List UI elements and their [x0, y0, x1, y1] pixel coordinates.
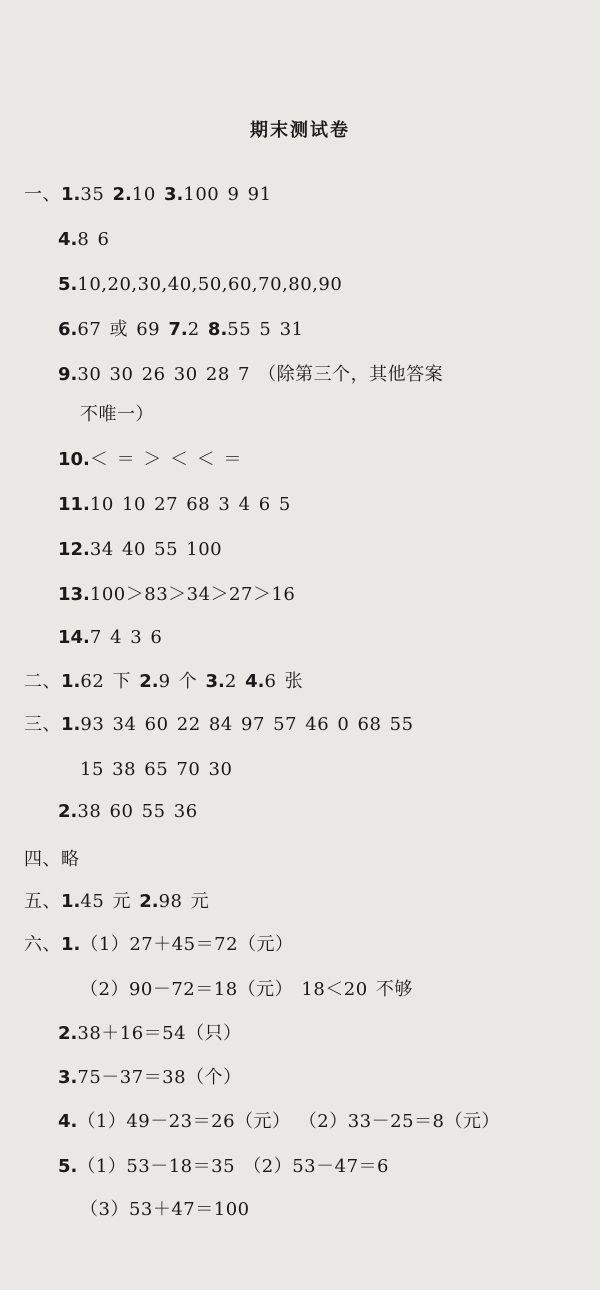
answer-line — [58, 228, 110, 252]
answer-line — [24, 933, 294, 957]
answer-text: 9 个 — [158, 671, 206, 692]
answer-line — [58, 800, 198, 824]
answer-text: 38＋16＝54（只） — [77, 1023, 242, 1044]
answer-text: （1）27＋45＝72（元） — [80, 934, 294, 955]
question-number: 1. — [61, 934, 81, 955]
section-label: 五、 — [24, 891, 61, 912]
answer-text: 62 下 — [80, 671, 140, 692]
answer-line — [24, 183, 272, 207]
answer-line — [80, 978, 413, 1002]
answer-text: 45 元 — [80, 891, 140, 912]
question-number: 10. — [58, 449, 90, 470]
answer-text: （3）53＋47＝100 — [80, 1199, 250, 1220]
page-title: 期末测试卷 — [250, 120, 350, 141]
question-number: 11. — [58, 494, 90, 515]
answer-line — [58, 318, 304, 342]
answer-text: 35 — [80, 184, 113, 205]
question-number: 1. — [61, 671, 81, 692]
answer-text: 10,20,30,40,50,60,70,80,90 — [77, 274, 343, 295]
answer-line — [58, 626, 162, 650]
answer-text: 67 或 69 — [77, 319, 169, 340]
answer-text: （1）49－23＝26（元） （2）33－25＝8（元） — [77, 1111, 500, 1132]
question-number: 6. — [58, 319, 78, 340]
answer-line — [24, 713, 414, 737]
answer-text: 34 40 55 100 — [89, 539, 223, 560]
answer-line — [58, 273, 342, 297]
answer-line — [58, 363, 443, 387]
answer-text: 8 6 — [77, 229, 110, 250]
answer-line — [58, 1110, 500, 1134]
question-number: 14. — [58, 627, 90, 648]
answer-text: （1）53－18＝35 （2）53－47＝6 — [77, 1156, 389, 1177]
section-label: 六、 — [24, 934, 61, 955]
answer-line — [80, 403, 154, 427]
question-number: 2. — [58, 801, 78, 822]
question-number: 12. — [58, 539, 90, 560]
answer-text: 100 9 91 — [183, 184, 272, 205]
question-number: 4. — [245, 671, 265, 692]
answer-text: （2）90－72＝18（元） 18＜20 不够 — [80, 979, 413, 1000]
answer-text: ＜ ＝ ＞ ＜ ＜ ＝ — [89, 449, 242, 470]
answer-line — [58, 448, 242, 472]
question-number: 2. — [139, 891, 159, 912]
question-number: 1. — [61, 891, 81, 912]
answer-text: 不唯一） — [80, 404, 154, 425]
section-label: 一、 — [24, 184, 61, 205]
answer-text: 7 4 3 6 — [89, 627, 163, 648]
question-number: 3. — [164, 184, 184, 205]
question-number: 4. — [58, 229, 78, 250]
answer-text: 10 — [131, 184, 165, 205]
answer-text: 15 38 65 70 30 — [80, 759, 233, 780]
answer-line — [24, 848, 80, 872]
question-number: 1. — [61, 184, 81, 205]
answer-text: 100＞83＞34＞27＞16 — [89, 584, 296, 605]
answer-text: 98 元 — [158, 891, 210, 912]
answer-text: 2 — [224, 671, 246, 692]
answer-line — [58, 1022, 242, 1046]
question-number: 9. — [58, 364, 78, 385]
answer-line — [58, 538, 222, 562]
section-label: 三、 — [24, 714, 61, 735]
question-number: 2. — [58, 1023, 78, 1044]
question-number: 5. — [58, 1156, 78, 1177]
answer-line — [24, 890, 209, 914]
answer-line — [80, 758, 232, 782]
answer-line — [58, 493, 291, 517]
question-number: 4. — [58, 1111, 78, 1132]
question-number: 7. — [168, 319, 188, 340]
answer-text: 93 34 60 22 84 97 57 46 0 68 55 — [80, 714, 414, 735]
answer-text: 55 5 31 — [227, 319, 304, 340]
answer-line — [80, 1198, 250, 1222]
question-number: 1. — [61, 714, 81, 735]
answer-line — [58, 1155, 389, 1179]
answer-line — [58, 1066, 242, 1090]
answer-text: 略 — [61, 849, 80, 870]
answer-line — [58, 583, 295, 607]
answer-text: 2 — [187, 319, 208, 340]
answer-text: 75－37＝38（个） — [77, 1067, 242, 1088]
question-number: 8. — [207, 319, 228, 340]
question-number: 2. — [112, 184, 132, 205]
section-label: 四、 — [24, 849, 61, 870]
answer-text: 10 10 27 68 3 4 6 5 — [89, 494, 291, 515]
answer-line — [24, 670, 303, 694]
question-number: 5. — [58, 274, 78, 295]
question-number: 3. — [58, 1067, 78, 1088]
question-number: 3. — [205, 671, 225, 692]
answer-text: 6 张 — [264, 671, 304, 692]
answer-text: 30 30 26 30 28 7 （除第三个，其他答案 — [77, 364, 444, 385]
question-number: 13. — [58, 584, 90, 605]
section-label: 二、 — [24, 671, 61, 692]
answer-text: 38 60 55 36 — [77, 801, 198, 822]
question-number: 2. — [139, 671, 159, 692]
